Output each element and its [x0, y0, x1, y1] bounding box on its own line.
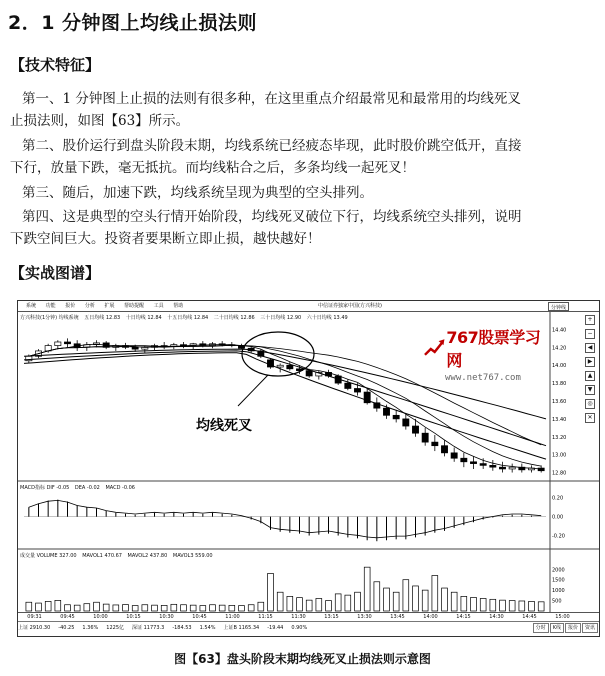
annotation-pointer: [238, 375, 268, 406]
volume-bar: [171, 604, 177, 611]
macd-dif-line: [29, 500, 541, 537]
status-item: -19.44: [267, 625, 284, 631]
section-title: 2．1 分钟图上均线止损法则: [8, 12, 258, 34]
volume-bar: [538, 602, 544, 611]
price-tick-label: 14.40: [552, 327, 567, 334]
price-tick-label: 13.60: [552, 399, 567, 405]
price-tick-label: 13.40: [552, 416, 567, 423]
time-tick-label: 11:00: [225, 614, 240, 620]
ma-legend-item: 六十日均线 13.49: [306, 315, 348, 321]
volume-bar: [45, 601, 51, 611]
menu-item[interactable]: 报价: [65, 303, 76, 309]
price-tick-label: 13.00: [552, 452, 567, 459]
time-tick-label: 14:30: [489, 614, 504, 620]
candle-body: [470, 462, 476, 464]
tech-features-heading: 【技术特征】: [10, 56, 101, 74]
ma-legend-item: 三十日均线 12.90: [260, 315, 302, 321]
time-tick-label: 11:30: [291, 614, 306, 620]
macd-legend-item: MACD -0.06: [105, 485, 135, 491]
candle-body: [490, 465, 496, 467]
status-bar: [18, 622, 599, 636]
volume-bar: [103, 604, 109, 611]
volume-bar: [161, 605, 167, 611]
status-item: 1225亿: [106, 625, 125, 631]
candle-body: [422, 433, 428, 442]
macd-tick-label: -0.20: [552, 533, 565, 540]
volume-bar: [210, 605, 216, 611]
paragraph-2-line-1: 第二、股价运行到盘头阶段末期，均线系统已经疲态毕现，此时股价跳空低开，直接: [22, 138, 522, 154]
candle-body: [55, 342, 61, 346]
paragraph-4-line-1: 第四、这是典型的空头行情开始阶段，均线死叉破位下行，均线系统空头排列，说明: [22, 209, 522, 225]
time-tick-label: 13:15: [324, 614, 339, 620]
volume-bar: [132, 606, 138, 611]
volume-bar: [123, 605, 129, 611]
time-tick-label: 10:00: [93, 614, 108, 620]
volume-bar: [442, 588, 448, 611]
macd-legend-item: DEA -0.02: [74, 485, 100, 491]
volume-tick-label: 1000: [552, 588, 565, 595]
volume-bar: [384, 588, 390, 611]
candle-body: [287, 365, 293, 369]
volume-bar: [326, 601, 332, 611]
time-tick-label: 09:45: [60, 614, 75, 620]
window-title: 中信证券独家中国(方兴科技): [318, 303, 382, 309]
death-cross-annotation: 均线死叉: [196, 418, 252, 434]
trend-logo-icon: [423, 337, 446, 359]
volume-legend-item: MAVOL3 559.00: [172, 553, 213, 559]
candle-body: [354, 388, 360, 392]
volume-bar: [393, 592, 399, 611]
candle-body: [441, 446, 447, 453]
status-item: 上证 2910.30: [18, 625, 51, 631]
time-tick-label: 11:15: [258, 614, 273, 620]
watermark-brand: 767股票学习网: [446, 328, 541, 370]
status-item: -184.53: [172, 625, 192, 631]
volume-bar: [142, 605, 148, 611]
time-axis: [18, 613, 599, 622]
price-tick-label: 12.80: [552, 470, 567, 477]
zoom-icon[interactable]: ◎: [585, 399, 595, 409]
paragraph-1-line-2: 止损法则，如图【63】所示。: [10, 113, 190, 129]
volume-bar: [422, 590, 428, 611]
minus-icon[interactable]: −: [585, 329, 595, 339]
volume-bar: [94, 602, 100, 611]
price-tick-label: 14.00: [552, 363, 567, 370]
volume-bar: [55, 600, 61, 611]
up-icon[interactable]: ▲: [585, 371, 595, 381]
volume-bar: [451, 592, 457, 611]
ma-legend-item: 十日均线 12.84: [125, 315, 162, 321]
ma-legend-item: 二十日均线 12.86: [213, 315, 255, 321]
volume-bar: [490, 599, 496, 611]
menu-item[interactable]: 工具: [153, 303, 164, 309]
volume-bar: [519, 601, 525, 611]
ma-legend-item: 十五日均线 12.84: [167, 315, 209, 321]
paragraph-3: 第三、随后，加速下跌，均线系统呈现为典型的空头排列。: [22, 185, 373, 201]
menu-item[interactable]: 功能: [45, 303, 56, 309]
macd-legend: [20, 484, 139, 491]
volume-bar: [364, 567, 370, 611]
macd-tick-label: 0.00: [552, 514, 564, 521]
cross-icon[interactable]: ✕: [585, 413, 595, 423]
menu-item[interactable]: 帮助提醒: [124, 303, 145, 309]
volume-bar: [258, 602, 264, 611]
watermark-url: www.net767.com: [445, 373, 521, 383]
volume-bar: [335, 594, 341, 611]
menu-item[interactable]: 分析: [84, 303, 95, 309]
price-tick-label: 13.20: [552, 434, 567, 441]
candle-body: [412, 426, 418, 433]
candle-body: [499, 467, 505, 469]
volume-bar: [345, 595, 351, 611]
volume-bar: [480, 598, 486, 611]
volume-bar: [219, 605, 225, 611]
paragraph-4-line-2: 下跌空间巨大。投资者要果断立即止损，越快越好！: [10, 231, 321, 247]
volume-tick-label: 2000: [552, 567, 565, 574]
left-icon[interactable]: ◀: [585, 343, 595, 353]
figure-caption: 图【63】盘头阶段末期均线死叉止损法则示意图: [174, 652, 431, 666]
status-item: 上证B 1165.34: [223, 625, 260, 631]
down-icon[interactable]: ▼: [585, 385, 595, 395]
volume-bar: [36, 603, 42, 611]
paragraph-1-line-1: 第一、1 分钟图上止损的法则有很多种，在这里重点介绍最常见和最常用的均线死叉: [22, 91, 521, 107]
right-icon[interactable]: ▶: [585, 357, 595, 367]
volume-bar: [509, 601, 515, 611]
volume-bar: [413, 586, 419, 611]
volume-bar: [229, 605, 235, 611]
volume-bar: [152, 605, 158, 611]
candle-body: [277, 365, 283, 367]
volume-legend-item: 成交量 VOLUME 327.00: [20, 553, 77, 559]
plus-icon[interactable]: +: [585, 315, 595, 325]
volume-bar: [200, 606, 206, 611]
volume-bar: [374, 582, 380, 611]
volume-legend-item: MAVOL1 470.67: [82, 553, 122, 559]
macd-tick-label: 0.20: [552, 495, 564, 502]
volume-tick-label: 1500: [552, 577, 565, 584]
candle-body: [461, 458, 467, 462]
period-button[interactable]: 分钟线: [548, 302, 569, 311]
time-tick-label: 14:45: [522, 614, 537, 620]
candle-body: [306, 371, 312, 376]
time-tick-label: 14:15: [456, 614, 471, 620]
volume-bar: [287, 596, 293, 611]
menu-item[interactable]: 扩展: [104, 303, 115, 309]
volume-bar: [26, 602, 32, 611]
candle-body: [132, 347, 138, 349]
price-tick-label: 14.20: [552, 345, 567, 352]
menu-item[interactable]: 系统: [26, 303, 37, 309]
status-tab[interactable]: 资讯: [582, 623, 598, 633]
watermark: [423, 325, 553, 383]
candle-body: [383, 408, 389, 415]
time-tick-label: 10:45: [192, 614, 207, 620]
status-tab[interactable]: 分时: [533, 623, 549, 633]
volume-bar: [248, 605, 254, 611]
volume-bar: [190, 605, 196, 611]
bottom-strip: [18, 612, 599, 636]
chart-toolbar: [583, 315, 597, 427]
time-tick-label: 14:00: [423, 614, 438, 620]
volume-bar: [297, 598, 303, 611]
volume-bar: [316, 598, 322, 611]
time-tick-label: 13:30: [357, 614, 372, 620]
ma-legend-item: 方兴科技(1分钟) 均线系统: [20, 315, 79, 321]
stock-chart-screenshot: [17, 300, 600, 637]
menu-item[interactable]: 帮助: [173, 303, 184, 309]
volume-bar: [277, 592, 283, 611]
volume-bar: [268, 573, 274, 611]
price-tick-label: 13.80: [552, 381, 567, 388]
volume-bar: [239, 606, 245, 611]
volume-bar: [403, 580, 409, 611]
volume-bar: [65, 605, 71, 611]
time-tick-label: 15:00: [555, 614, 570, 620]
volume-bar: [461, 596, 467, 611]
volume-bar: [471, 597, 477, 611]
volume-bar: [306, 600, 312, 611]
candle-body: [403, 419, 409, 426]
volume-bar: [529, 601, 535, 611]
volume-bar: [500, 600, 506, 611]
status-item: -40.25: [58, 625, 75, 631]
chart-section-heading: 【实战图谱】: [10, 264, 101, 282]
paragraph-2-line-2: 下行，放量下跌，毫无抵抗。而均线粘合之后，多条均线一起死叉！: [10, 160, 415, 176]
volume-bar: [432, 576, 438, 611]
time-tick-label: 10:30: [159, 614, 174, 620]
ma-legend-item: 五日均线 12.83: [84, 315, 121, 321]
time-tick-label: 09:31: [27, 614, 42, 620]
volume-bar: [84, 604, 90, 611]
candle-body: [64, 342, 70, 344]
time-tick-label: 10:15: [126, 614, 141, 620]
volume-bar: [181, 605, 187, 611]
candle-body: [432, 442, 438, 446]
volume-bar: [74, 605, 80, 611]
candle-body: [509, 467, 515, 469]
status-item: 1.36%: [82, 625, 99, 631]
macd-legend-item: MACD指标 DIF -0.05: [20, 485, 70, 491]
volume-legend-item: MAVOL2 437.80: [127, 553, 168, 559]
volume-legend: [20, 552, 217, 559]
candle-body: [480, 464, 486, 466]
candle-body: [393, 415, 399, 419]
volume-bar: [113, 605, 119, 611]
status-item: 0.90%: [291, 625, 308, 631]
status-tab[interactable]: K线: [550, 623, 564, 633]
candle-body: [345, 383, 351, 388]
volume-bar: [355, 592, 361, 611]
status-tab[interactable]: 报价: [565, 623, 581, 633]
candle-body: [451, 453, 457, 458]
status-item: 深证 11773.3: [132, 625, 165, 631]
status-item: 1.54%: [199, 625, 216, 631]
volume-tick-label: 500: [552, 598, 562, 605]
time-tick-label: 13:45: [390, 614, 405, 620]
